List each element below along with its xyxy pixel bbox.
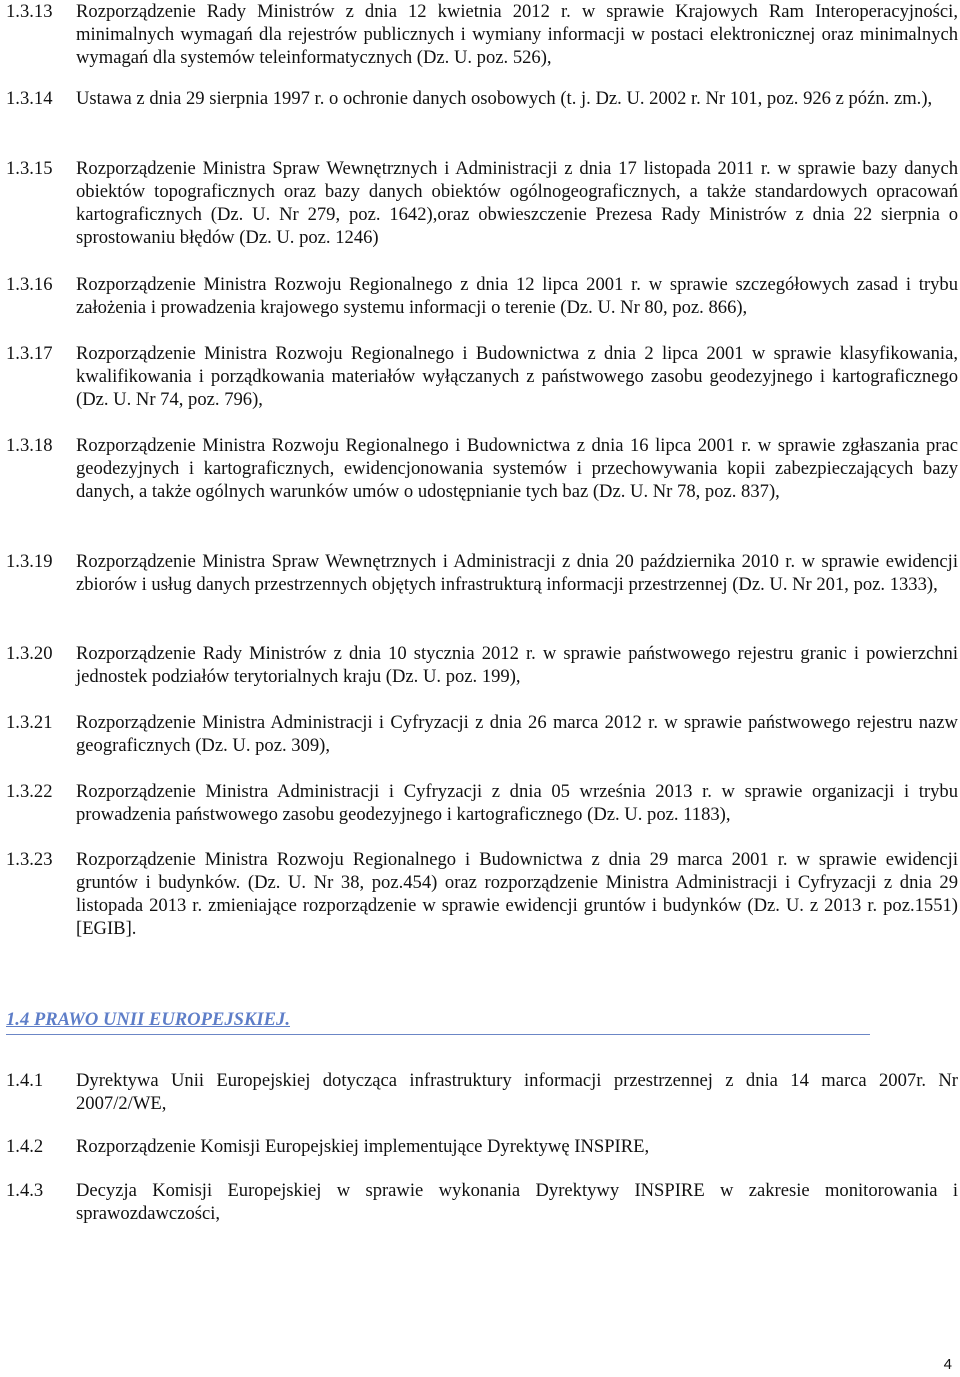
item-number: 1.3.20: [6, 643, 53, 664]
item-text: Rozporządzenie Ministra Rozwoju Regionalnego i Budownictwa z dnia 16 lipca 2001 r. w sprawie zgłaszania prac geodezyjnych i kartograficznych, ewidencjonowania systemów i przechowywania kopii zabezpieczających bazy danych, a także ogólnych warunków umów o udostępnianie tych baz (Dz. U. Nr 78, poz. 837),: [76, 435, 958, 502]
item-number: 1.4.3: [6, 1180, 44, 1201]
list-item: [6, 711, 958, 757]
item-text: Rozporządzenie Ministra Rozwoju Regionalnego z dnia 12 lipca 2001 r. w sprawie szczegółowych zasad i trybu założenia i prowadzenia krajowego systemu informacji o terenie (Dz. U. Nr 80, poz. 866),: [76, 274, 958, 318]
item-number: 1.3.17: [6, 343, 53, 364]
list-item: [6, 550, 958, 596]
item-number: 1.3.19: [6, 551, 53, 572]
list-item: [6, 1179, 958, 1225]
item-number: 1.4.2: [6, 1136, 44, 1157]
item-text: Decyzja Komisji Europejskiej w sprawie wykonania Dyrektywy INSPIRE w zakresie monitorowania i sprawozdawczości,: [76, 1180, 958, 1224]
list-item: [6, 780, 958, 826]
item-number: 1.3.21: [6, 712, 53, 733]
item-text: Rozporządzenie Rady Ministrów z dnia 12 kwietnia 2012 r. w sprawie Krajowych Ram Interoperacyjności, minimalnych wymagań dla rejestrów publicznych i wymiany informacji w postaci elektronicznej oraz minimalnych wymagań dla systemów teleinformatycznych (Dz. U. poz. 526),: [76, 1, 958, 68]
section-heading: 1.4 PRAWO UNII EUROPEJSKIEJ.: [6, 1009, 290, 1030]
item-number: 1.3.22: [6, 781, 53, 802]
list-item: [6, 1069, 958, 1115]
item-text: Rozporządzenie Ministra Rozwoju Regionalnego i Budownictwa z dnia 29 marca 2001 r. w sprawie ewidencji gruntów i budynków. (Dz. U. Nr 38, poz.454) oraz rozporządzenie Ministra Administracji i Cyfryzacji z dnia 29 listopada 2013 r. zmieniające rozporządzenie w sprawie ewidencji gruntów i budynków (Dz. U. z 2013 r. poz.1551) [EGIB].: [76, 849, 958, 939]
item-text: Rozporządzenie Ministra Administracji i Cyfryzacji z dnia 05 września 2013 r. w sprawie organizacji i trybu prowadzenia państwowego zasobu geodezyjnego i kartograficznego (Dz. U. poz. 1183),: [76, 781, 958, 825]
item-text: Ustawa z dnia 29 sierpnia 1997 r. o ochronie danych osobowych (t. j. Dz. U. 2002 r. Nr 101, poz. 926 z późn. zm.),: [76, 88, 933, 109]
item-text: Rozporządzenie Ministra Administracji i Cyfryzacji z dnia 26 marca 2012 r. w sprawie państwowego rejestru nazw geograficznych (Dz. U. poz. 309),: [76, 712, 958, 756]
heading-rule: [6, 1034, 870, 1035]
list-item: [6, 342, 958, 411]
item-text: Dyrektywa Unii Europejskiej dotycząca infrastruktury informacji przestrzennej z dnia 14 marca 2007r. Nr 2007/2/WE,: [76, 1070, 958, 1114]
item-number: 1.3.15: [6, 158, 53, 179]
item-text: Rozporządzenie Ministra Rozwoju Regionalnego i Budownictwa z dnia 2 lipca 2001 w sprawie klasyfikowania, kwalifikowania i porządkowania materiałów wyłączanych z państwowego zasobu geodezyjnego i kartograficznego (Dz. U. Nr 74, poz. 796),: [76, 343, 958, 410]
item-text: Rozporządzenie Ministra Spraw Wewnętrznych i Administracji z dnia 17 listopada 2011 r. w sprawie bazy danych obiektów topograficznych oraz bazy danych obiektów ogólnogeograficznych, a także standardowych opracowań kartograficznych (Dz. U. Nr 279, poz. 1642),oraz obwieszczenie Prezesa Rady Ministrów z dnia 22 sierpnia o sprostowaniu błędów (Dz. U. poz. 1246): [76, 158, 958, 248]
list-item: [6, 434, 958, 503]
list-item: [6, 0, 958, 69]
list-item: [6, 273, 958, 319]
item-number: 1.3.14: [6, 88, 53, 109]
item-text: Rozporządzenie Rady Ministrów z dnia 10 stycznia 2012 r. w sprawie państwowego rejestru granic i powierzchni jednostek podziałów terytorialnych kraju (Dz. U. poz. 199),: [76, 643, 958, 687]
list-item: [6, 157, 958, 249]
item-text: Rozporządzenie Komisji Europejskiej implementujące Dyrektywę INSPIRE,: [76, 1136, 650, 1157]
item-number: 1.3.13: [6, 1, 53, 22]
page-number: 4: [943, 1356, 952, 1373]
list-item: [6, 87, 958, 110]
item-number: 1.3.23: [6, 849, 53, 870]
item-text: Rozporządzenie Ministra Spraw Wewnętrznych i Administracji z dnia 20 października 2010 r. w sprawie ewidencji zbiorów i usług danych przestrzennych objętych infrastrukturą informacji przestrzennej (Dz. U. Nr 201, poz. 1333),: [76, 551, 958, 595]
item-number: 1.3.18: [6, 435, 53, 456]
list-item: [6, 848, 958, 940]
item-number: 1.3.16: [6, 274, 53, 295]
item-number: 1.4.1: [6, 1070, 44, 1091]
list-item: [6, 1135, 958, 1158]
list-item: [6, 642, 958, 688]
